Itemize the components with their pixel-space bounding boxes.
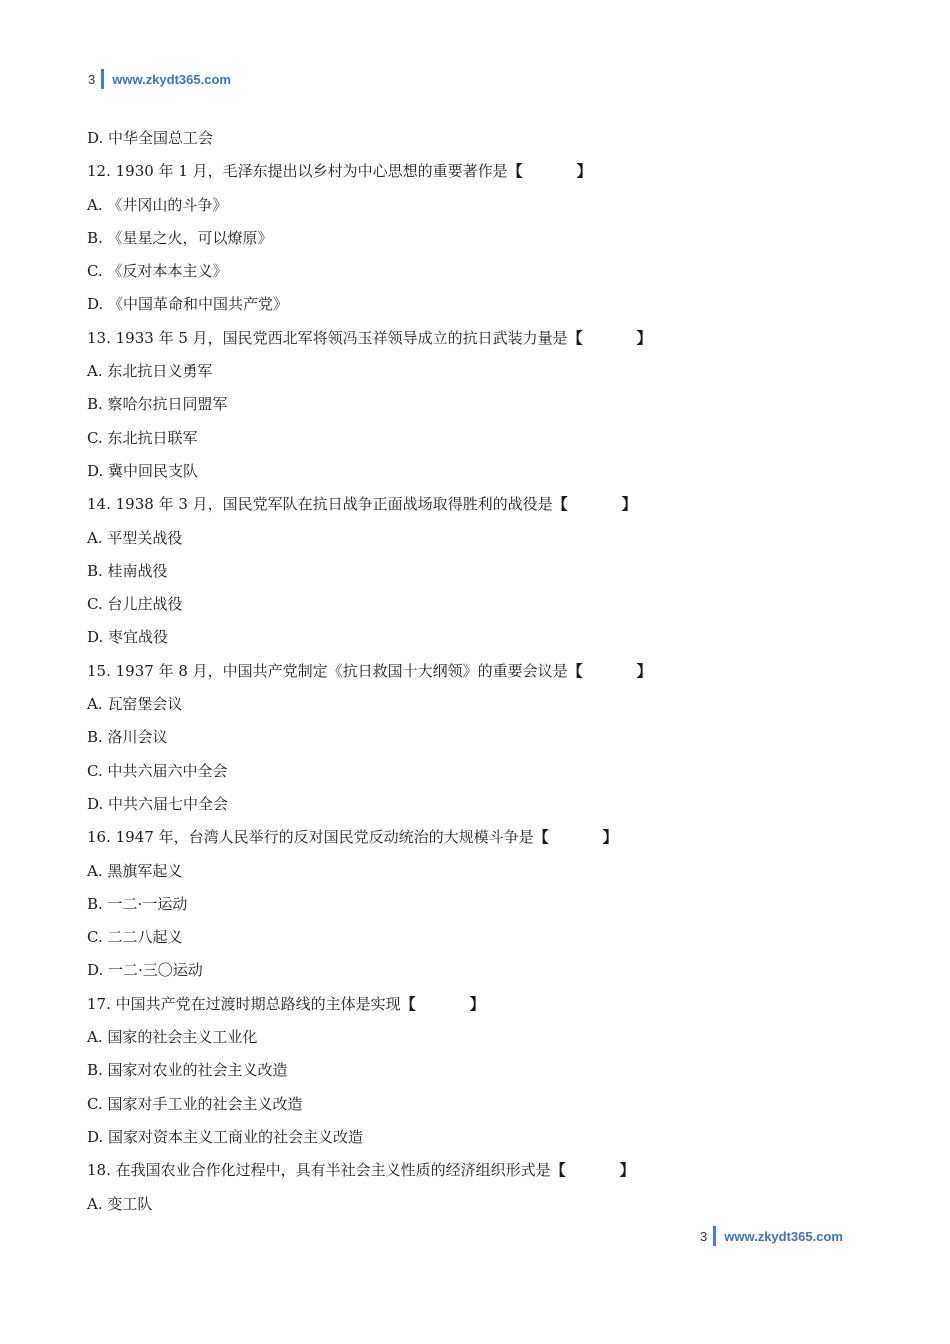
option-text: D. 中华全国总工会 [87, 129, 214, 147]
header-divider-bar [101, 69, 104, 89]
answer-option [87, 755, 867, 788]
bracket-close: 】 [619, 1161, 635, 1180]
option-text: A. 平型关战役 [87, 528, 183, 547]
answer-option [87, 921, 867, 954]
option-text: B. 察哈尔抗日同盟军 [87, 395, 228, 414]
answer-option [87, 1054, 867, 1087]
answer-option [87, 1188, 867, 1221]
bracket-close: 】 [602, 828, 618, 847]
answer-bracket [568, 329, 652, 347]
answer-option [87, 288, 867, 321]
option-text: D. 冀中回民支队 [87, 461, 199, 480]
bracket-close: 】 [576, 162, 592, 181]
option-text: C. 二二八起义 [87, 928, 183, 947]
answer-bracket [508, 162, 592, 180]
answer-option [87, 954, 867, 987]
option-text: D. 中共六届七中全会 [87, 794, 229, 813]
option-text: D. 《中国革命和中国共产党》 [87, 295, 289, 314]
question-stem [87, 322, 867, 355]
answer-option [87, 1088, 867, 1121]
bracket-open: 【 [400, 994, 416, 1013]
question-stem [87, 655, 867, 688]
answer-option [87, 621, 867, 654]
answer-option [87, 1121, 867, 1154]
answer-option [87, 455, 867, 488]
option-text: C. 国家对手工业的社会主义改造 [87, 1094, 303, 1113]
question-stem [87, 155, 867, 188]
bracket-open: 【 [567, 661, 583, 680]
answer-option [87, 388, 867, 421]
header-page-number: 3 [88, 71, 96, 87]
answer-bracket [568, 662, 652, 680]
option-text: A. 变工队 [87, 1194, 153, 1213]
answer-bracket [401, 995, 485, 1013]
question-text: 15. 1937 年 8 月，中国共产党制定《抗日救国十大纲领》的重要会议是 [87, 661, 568, 680]
question-text: 13. 1933 年 5 月，国民党西北军将领冯玉祥领导成立的抗日武装力量是 [87, 328, 568, 347]
option-text: D. 国家对资本主义工商业的社会主义改造 [87, 1127, 364, 1146]
question-text: 12. 1930 年 1 月，毛泽东提出以乡村为中心思想的重要著作是 [87, 162, 508, 181]
footer-divider-bar [713, 1226, 716, 1246]
bracket-open: 【 [507, 162, 523, 181]
answer-option [87, 588, 867, 621]
answer-option [87, 1021, 867, 1054]
page-header [88, 68, 231, 90]
bracket-open: 【 [567, 328, 583, 347]
question-text: 17. 中国共产党在过渡时期总路线的主体是实现 [87, 994, 401, 1013]
option-text: C. 《反对本本主义》 [87, 262, 228, 281]
bracket-open: 【 [552, 495, 568, 514]
option-text: B. 洛川会议 [87, 728, 168, 747]
bracket-close: 】 [636, 661, 652, 680]
header-site-link[interactable]: www.zkydt365.com [112, 71, 231, 87]
question-stem [87, 488, 867, 521]
answer-option [87, 222, 867, 255]
answer-option [87, 721, 867, 754]
page-footer [700, 1225, 843, 1247]
answer-option [87, 422, 867, 455]
answer-option [87, 888, 867, 921]
bracket-open: 【 [550, 1161, 566, 1180]
question-list [87, 122, 867, 1221]
answer-option [87, 522, 867, 555]
question-text: 18. 在我国农业合作化过程中，具有半社会主义性质的经济组织形式是 [87, 1161, 551, 1180]
question-text: 16. 1947 年，台湾人民举行的反对国民党反动统治的大规模斗争是 [87, 828, 534, 847]
question-stem [87, 988, 867, 1021]
option-text: A. 黑旗军起义 [87, 861, 183, 880]
answer-option [87, 688, 867, 721]
answer-option [87, 189, 867, 222]
option-text: C. 东北抗日联军 [87, 428, 198, 447]
footer-site-link[interactable]: www.zkydt365.com [724, 1228, 843, 1244]
bracket-open: 【 [533, 828, 549, 847]
option-text: B. 国家对农业的社会主义改造 [87, 1061, 288, 1080]
option-text: B. 《星星之火，可以燎原》 [87, 228, 273, 247]
answer-option [87, 855, 867, 888]
answer-bracket [534, 828, 618, 846]
option-text: A. 国家的社会主义工业化 [87, 1028, 258, 1047]
footer-page-number: 3 [700, 1228, 708, 1244]
option-text: B. 一二·一运动 [87, 894, 188, 913]
answer-option [87, 122, 867, 155]
answer-option [87, 555, 867, 588]
answer-bracket [553, 495, 637, 513]
answer-option [87, 255, 867, 288]
option-text: A. 东北抗日义勇军 [87, 362, 213, 381]
question-stem [87, 821, 867, 854]
answer-option [87, 355, 867, 388]
option-text: A. 瓦窑堡会议 [87, 695, 183, 714]
bracket-close: 】 [621, 495, 637, 514]
option-text: B. 桂南战役 [87, 561, 168, 580]
question-stem [87, 1154, 867, 1187]
bracket-close: 】 [469, 994, 485, 1013]
answer-bracket [551, 1161, 635, 1179]
option-text: D. 枣宜战役 [87, 628, 169, 647]
question-text: 14. 1938 年 3 月，国民党军队在抗日战争正面战场取得胜利的战役是 [87, 495, 553, 514]
option-text: C. 台儿庄战役 [87, 595, 183, 614]
answer-option [87, 788, 867, 821]
option-text: D. 一二·三〇运动 [87, 961, 203, 980]
option-text: C. 中共六届六中全会 [87, 761, 228, 780]
option-text: A. 《井冈山的斗争》 [87, 195, 228, 214]
bracket-close: 】 [636, 328, 652, 347]
